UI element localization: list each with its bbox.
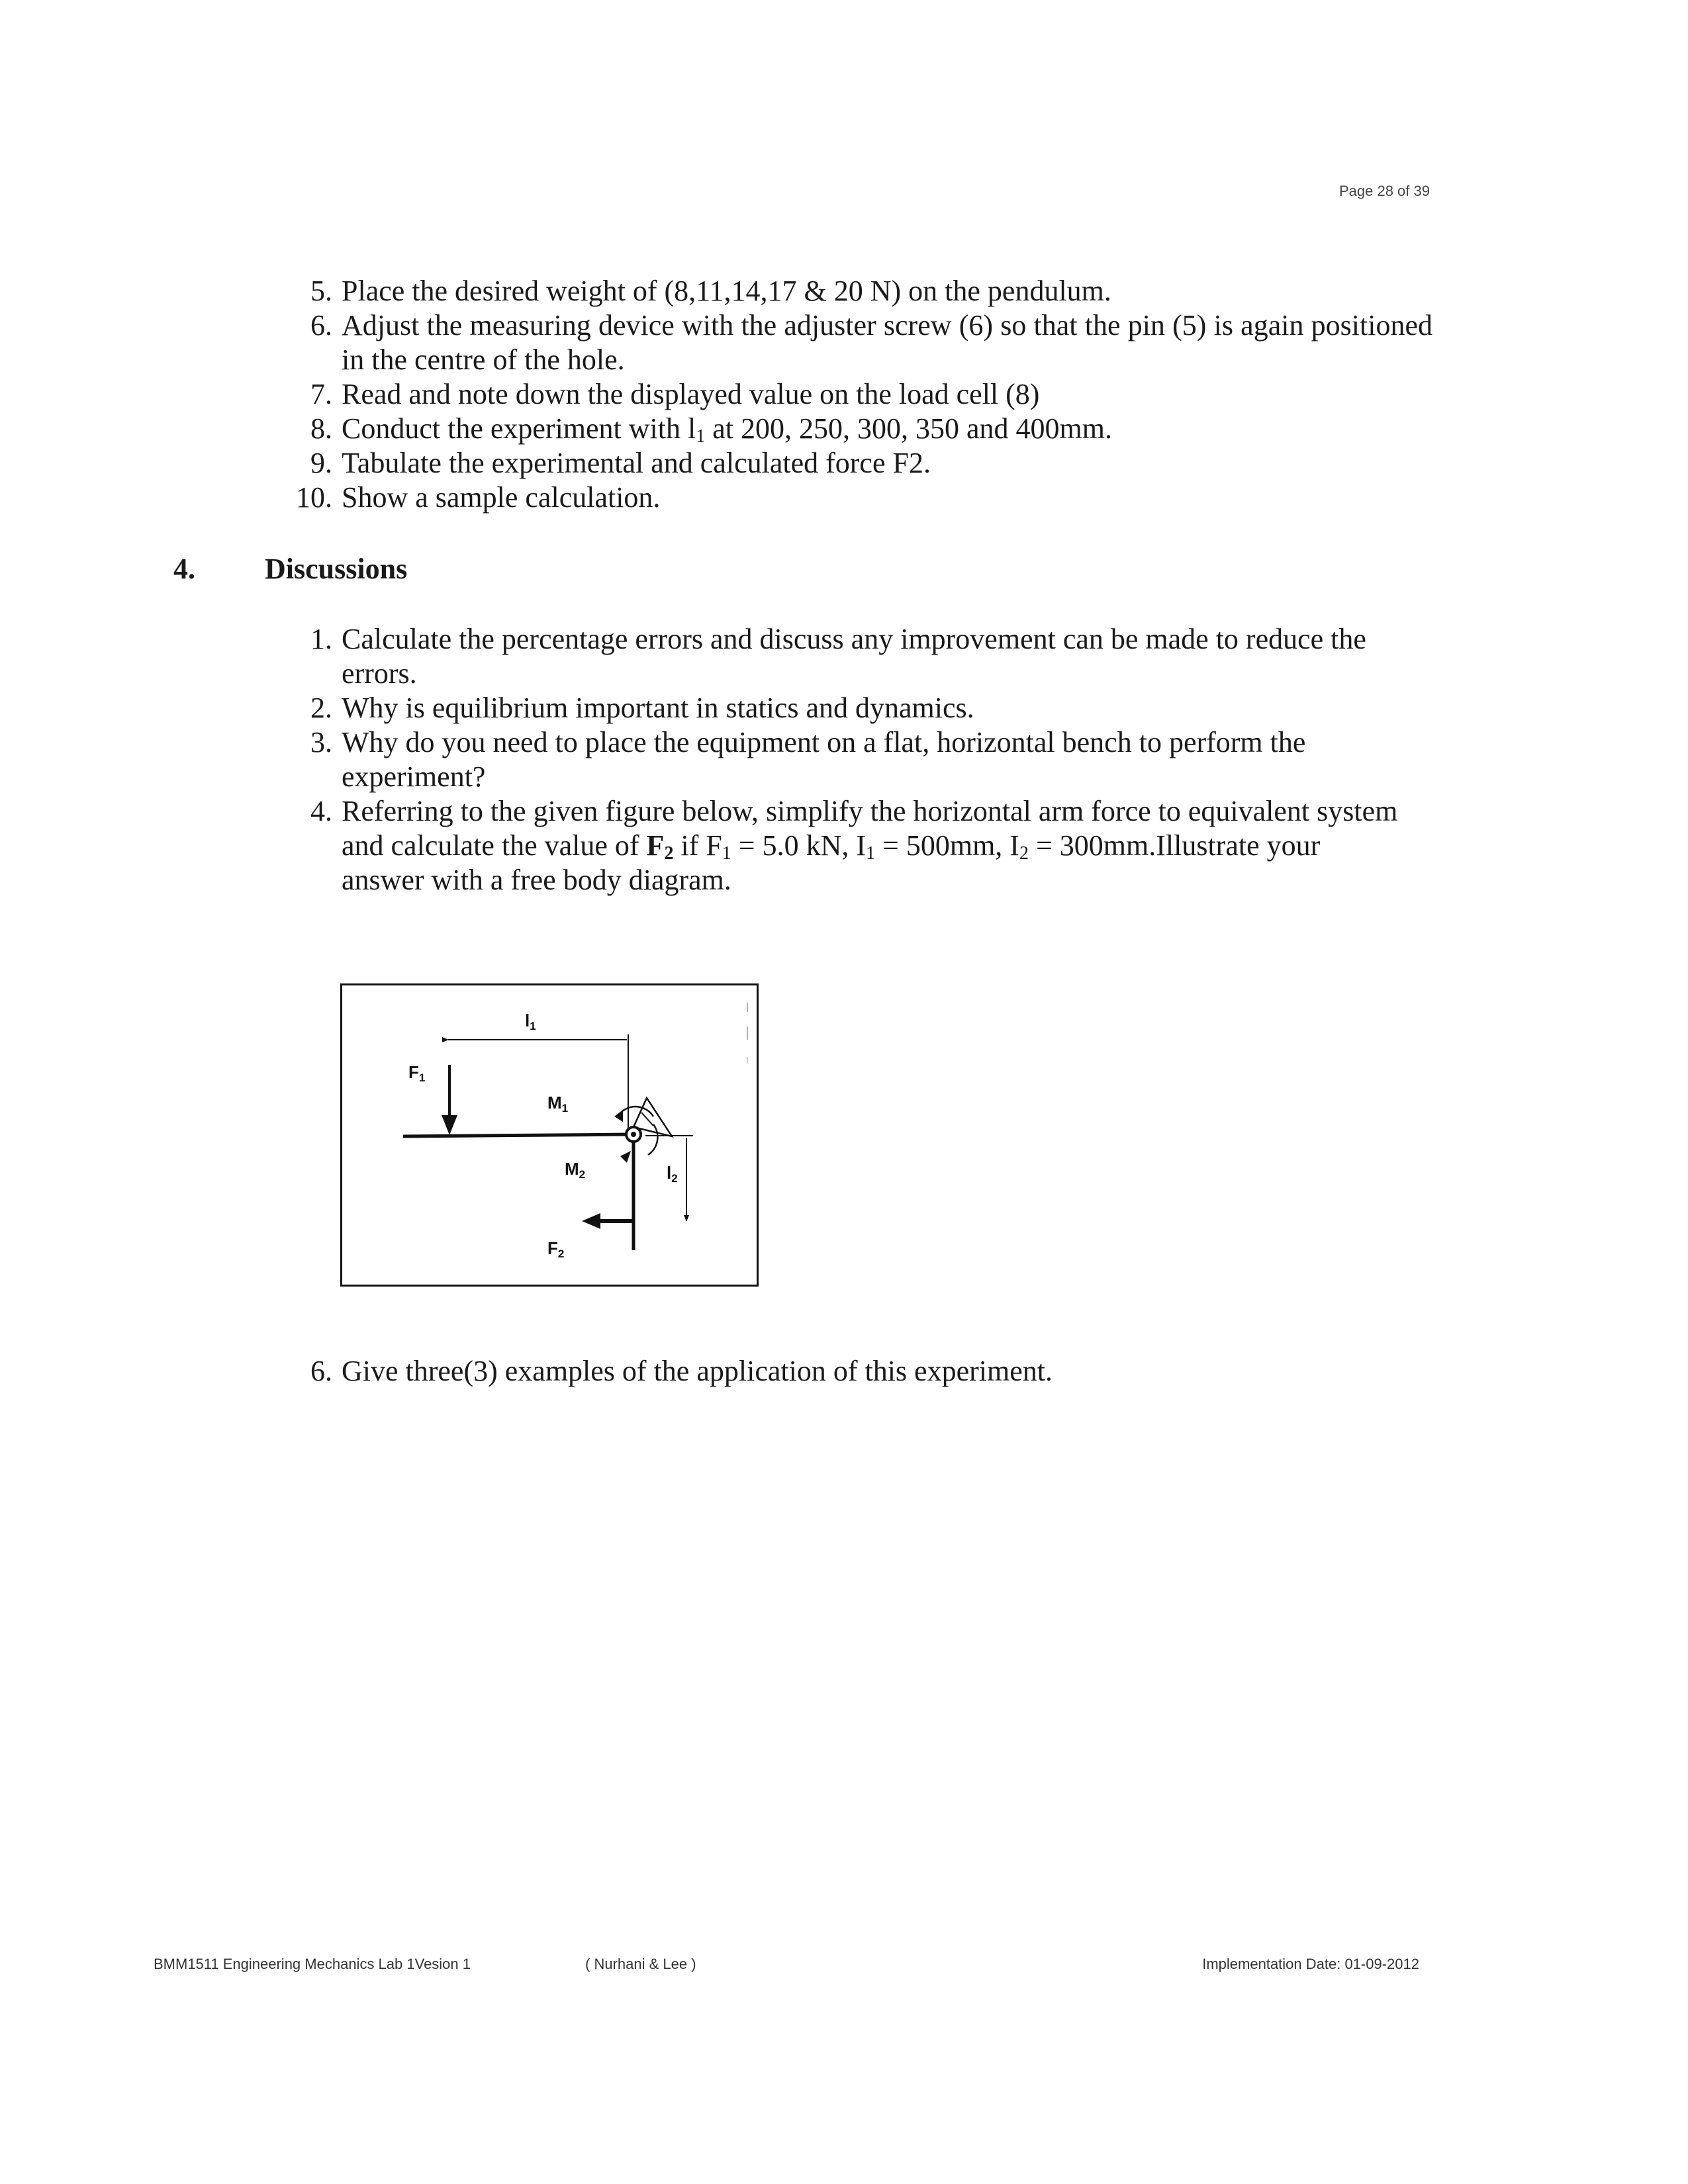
list-item <box>291 794 1403 897</box>
m2-moment-arc <box>648 1124 657 1155</box>
list-item-text: Give three(3) examples of the application of this experiment. <box>342 1355 1053 1387</box>
list-item-text: Adjust the measuring device with the adjuster screw (6) so that the pin (5) is again positioned in the centre of the hole. <box>342 309 1432 376</box>
list-item <box>291 1354 1432 1388</box>
list-item-number: 3. <box>310 726 332 758</box>
list-item <box>291 308 1432 377</box>
m1-moment-arc <box>619 1107 653 1116</box>
list-item-text: Read and note down the displayed value on the load cell (8) <box>342 378 1040 410</box>
discussion-list-continued <box>291 1354 1432 1388</box>
free-body-figure <box>340 983 759 1287</box>
list-item-text: Why is equilibrium important in statics and dynamics. <box>342 692 974 724</box>
list-item-number: 6. <box>310 309 332 341</box>
section-heading <box>173 552 407 586</box>
label-m1: M1 <box>547 1093 569 1115</box>
f1-arrow-head <box>442 1115 457 1135</box>
footer-date: Implementation Date: 01-09-2012 <box>1202 1956 1419 1972</box>
list-item-text: Referring to the given figure below, simplify the horizontal arm force to equivalent system and calculate the value of $F_2$ if $F_1 = 5.0$ kN, $I_1 = 500mm$, $I_2$ = 300mm.Illustrate your answer with a free body diagram. <box>342 795 1398 896</box>
list-item-number: 1. <box>310 623 332 655</box>
list-item-number: 5. <box>310 275 332 307</box>
footer-course: BMM1511 Engineering Mechanics Lab 1Vesion 1 <box>154 1956 471 1972</box>
label-f1: F1 <box>408 1062 426 1084</box>
list-item <box>291 725 1403 794</box>
list-item <box>291 377 1432 412</box>
list-item-number: 9. <box>310 447 332 479</box>
label-f2: F2 <box>547 1238 565 1260</box>
footer-authors: ( Nurhani & Lee ) <box>585 1956 696 1972</box>
list-item-number: 6. <box>310 1355 332 1387</box>
list-item <box>291 622 1403 691</box>
f2-arrow-head <box>582 1213 600 1229</box>
discussion-list <box>291 622 1403 897</box>
section-title: Discussions <box>265 553 408 585</box>
list-item <box>291 480 1432 515</box>
list-item-text: Why do you need to place the equipment on a flat, horizontal bench to perform the experiment? <box>342 726 1306 793</box>
list-item-text: Place the desired weight of (8,11,14,17 & 20 N) on the pendulum. <box>342 275 1111 307</box>
list-item-text: Calculate the percentage errors and discuss any improvement can be made to reduce the errors. <box>342 623 1366 690</box>
list-item-number: 7. <box>310 378 332 410</box>
list-item-number: 10. <box>296 481 332 514</box>
section-number: 4. <box>173 553 195 585</box>
list-item <box>291 412 1432 446</box>
procedure-list <box>291 274 1432 515</box>
label-l2: l2 <box>667 1163 678 1185</box>
horizontal-arm <box>403 1134 633 1136</box>
figure-diagram <box>342 985 761 1289</box>
list-item <box>291 446 1432 480</box>
pivot-center <box>631 1132 636 1137</box>
list-item <box>291 274 1432 308</box>
list-item-number: 2. <box>310 692 332 724</box>
list-item-text: Conduct the experiment with $l_1$ at 200, 250, 300, 350 and 400mm. <box>342 412 1112 447</box>
label-l1: l1 <box>525 1011 536 1032</box>
page-number: Page 28 of 39 <box>1338 183 1430 199</box>
list-item-text: Tabulate the experimental and calculated force F2. <box>342 447 931 479</box>
list-item-number: 4. <box>310 795 332 827</box>
list-item <box>291 691 1403 725</box>
list-item-text: Show a sample calculation. <box>342 481 661 514</box>
m1-moment-arrowhead <box>614 1110 623 1122</box>
list-item-number: 8. <box>310 412 332 445</box>
m2-moment-arrowhead <box>620 1151 631 1163</box>
label-m2: M2 <box>565 1159 586 1181</box>
